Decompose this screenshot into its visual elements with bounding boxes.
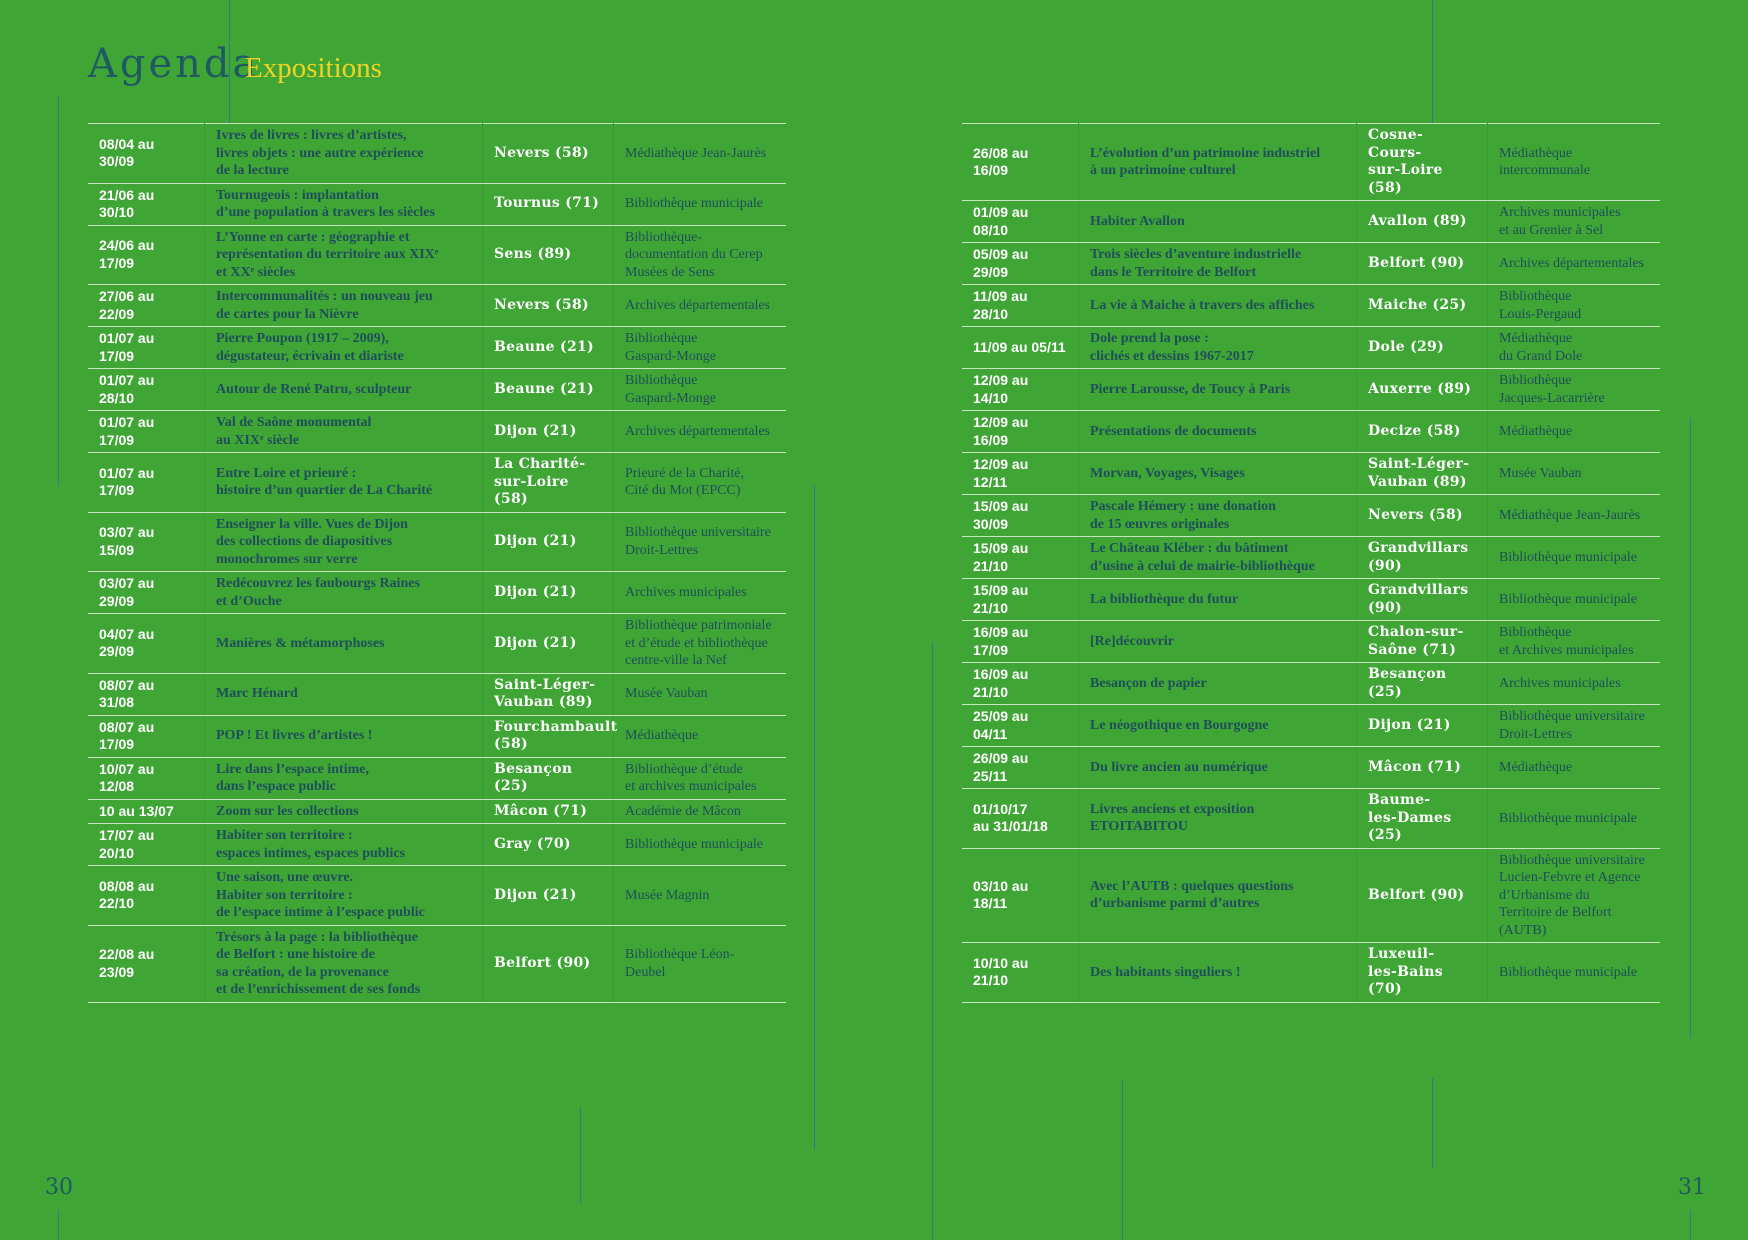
exhibition-city: Saint-Léger- Vauban (89) — [483, 673, 614, 715]
exhibition-title: Val de Saône monumental au XIXᵉ siècle — [205, 411, 483, 453]
exhibition-city: Nevers (58) — [483, 285, 614, 327]
exhibition-dates: 10/10 au 21/10 — [962, 943, 1079, 1003]
exhibition-dates: 15/09 au 21/10 — [962, 579, 1079, 621]
exhibition-venue: Médiathèque intercommunale — [1488, 124, 1661, 201]
exhibition-city: Gray (70) — [483, 824, 614, 866]
exhibition-city: Beaune (21) — [483, 369, 614, 411]
exhibition-dates: 03/07 au 29/09 — [88, 572, 205, 614]
exhibition-title: Entre Loire et prieuré : histoire d’un quartier de La Charité — [205, 453, 483, 513]
exhibition-city: Dijon (21) — [483, 866, 614, 926]
exhibition-title: Dole prend la pose : clichés et dessins 1967-2017 — [1079, 327, 1357, 369]
exhibition-dates: 08/07 au 17/09 — [88, 715, 205, 757]
exhibition-venue: Médiathèque — [614, 715, 787, 757]
exhibition-city: Tournus (71) — [483, 183, 614, 225]
decorative-line — [1690, 418, 1691, 1038]
exhibition-title: L’évolution d’un patrimoine industriel à un patrimoine culturel — [1079, 124, 1357, 201]
exhibition-venue: Archives municipales et au Grenier à Sel — [1488, 201, 1661, 243]
exhibition-city: Beaune (21) — [483, 327, 614, 369]
exhibition-city: Baume- les-Dames (25) — [1357, 789, 1488, 849]
exhibition-city: Dijon (21) — [483, 512, 614, 572]
exhibition-venue: Médiathèque — [1488, 747, 1661, 789]
table-row — [962, 621, 1660, 663]
decorative-line — [58, 1210, 59, 1240]
exhibition-title: Besançon de papier — [1079, 663, 1357, 705]
table-row — [88, 824, 786, 866]
exhibition-dates: 22/08 au 23/09 — [88, 925, 205, 1002]
exhibition-title: Morvan, Voyages, Visages — [1079, 453, 1357, 495]
exhibition-title: Présentations de documents — [1079, 411, 1357, 453]
exhibition-dates: 12/09 au 14/10 — [962, 369, 1079, 411]
exhibition-title: Pascale Hémery : une donation de 15 œuvres originales — [1079, 495, 1357, 537]
exhibition-city: Luxeuil- les-Bains (70) — [1357, 943, 1488, 1003]
exhibition-dates: 01/07 au 28/10 — [88, 369, 205, 411]
exhibition-venue: Bibliothèque Léon-Deubel — [614, 925, 787, 1002]
exhibition-title: Ivres de livres : livres d’artistes, livres objets : une autre expérience de la lecture — [205, 124, 483, 184]
exhibition-dates: 16/09 au 17/09 — [962, 621, 1079, 663]
decorative-line — [1432, 0, 1433, 123]
table-row — [88, 925, 786, 1002]
decorative-line — [58, 96, 59, 486]
exhibition-title: Intercommunalités : un nouveau jeu de cartes pour la Nièvre — [205, 285, 483, 327]
exhibition-venue: Archives départementales — [1488, 243, 1661, 285]
exhibition-title: Pierre Poupon (1917 – 2009), dégustateur, écrivain et diariste — [205, 327, 483, 369]
exhibition-dates: 05/09 au 29/09 — [962, 243, 1079, 285]
exhibition-dates: 04/07 au 29/09 — [88, 614, 205, 674]
exhibition-city: Sens (89) — [483, 225, 614, 285]
exhibition-venue: Archives départementales — [614, 285, 787, 327]
exhibition-venue: Bibliothèque municipale — [1488, 537, 1661, 579]
exhibition-dates: 03/10 au 18/11 — [962, 848, 1079, 943]
exhibition-city: Saint-Léger- Vauban (89) — [1357, 453, 1488, 495]
exhibition-title: Des habitants singuliers ! — [1079, 943, 1357, 1003]
table-row — [962, 124, 1660, 201]
exhibition-city: Cosne-Cours- sur-Loire (58) — [1357, 124, 1488, 201]
exhibition-title: Le Château Kléber : du bâtiment d’usine à celui de mairie-bibliothèque — [1079, 537, 1357, 579]
exhibition-city: Fourchambault (58) — [483, 715, 614, 757]
exhibition-city: Mâcon (71) — [483, 799, 614, 824]
table-row — [962, 747, 1660, 789]
exhibition-venue: Bibliothèque Jacques-Lacarrière — [1488, 369, 1661, 411]
exhibition-dates: 01/09 au 08/10 — [962, 201, 1079, 243]
exhibition-dates: 12/09 au 12/11 — [962, 453, 1079, 495]
exhibition-title: Le néogothique en Bourgogne — [1079, 705, 1357, 747]
decorative-line — [814, 486, 815, 1150]
exhibition-title: Livres anciens et exposition ETOITABITOU — [1079, 789, 1357, 849]
exhibition-venue: Archives municipales — [614, 572, 787, 614]
table-row — [962, 201, 1660, 243]
exhibition-title: La bibliothèque du futur — [1079, 579, 1357, 621]
exhibition-city: Nevers (58) — [1357, 495, 1488, 537]
table-row — [962, 243, 1660, 285]
agenda-table-right — [962, 123, 1660, 1003]
table-row — [962, 943, 1660, 1003]
exhibition-dates: 16/09 au 21/10 — [962, 663, 1079, 705]
exhibition-venue: Bibliothèque et Archives municipales — [1488, 621, 1661, 663]
exhibition-dates: 08/07 au 31/08 — [88, 673, 205, 715]
table-row — [88, 715, 786, 757]
table-row — [88, 327, 786, 369]
exhibition-title: Habiter son territoire : espaces intimes, espaces publics — [205, 824, 483, 866]
table-row — [962, 705, 1660, 747]
exhibition-city: Grandvillars (90) — [1357, 537, 1488, 579]
exhibition-venue: Musée Magnin — [614, 866, 787, 926]
exhibition-city: Dijon (21) — [483, 572, 614, 614]
exhibition-city: Decize (58) — [1357, 411, 1488, 453]
exhibition-city: Chalon-sur- Saône (71) — [1357, 621, 1488, 663]
exhibition-dates: 08/04 au 30/09 — [88, 124, 205, 184]
exhibition-title: Habiter Avallon — [1079, 201, 1357, 243]
exhibition-venue: Bibliothèque municipale — [1488, 789, 1661, 849]
exhibition-title: Pierre Larousse, de Toucy à Paris — [1079, 369, 1357, 411]
exhibition-dates: 11/09 au 28/10 — [962, 285, 1079, 327]
table-row — [962, 285, 1660, 327]
exhibition-title: La vie à Maiche à travers des affiches — [1079, 285, 1357, 327]
exhibition-city: Nevers (58) — [483, 124, 614, 184]
exhibition-title: Marc Hénard — [205, 673, 483, 715]
exhibition-city: Auxerre (89) — [1357, 369, 1488, 411]
page-number-right: 31 — [1678, 1175, 1706, 1200]
exhibition-dates: 26/09 au 25/11 — [962, 747, 1079, 789]
exhibition-city: Besançon (25) — [1357, 663, 1488, 705]
exhibition-dates: 27/06 au 22/09 — [88, 285, 205, 327]
exhibition-venue: Bibliothèque universitaire Droit-Lettres — [1488, 705, 1661, 747]
exhibition-dates: 10 au 13/07 — [88, 799, 205, 824]
table-row — [88, 512, 786, 572]
exhibition-city: Grandvillars (90) — [1357, 579, 1488, 621]
exhibition-title: Manières & métamorphoses — [205, 614, 483, 674]
exhibition-dates: 08/08 au 22/10 — [88, 866, 205, 926]
exhibition-venue: Médiathèque Jean-Jaurès — [614, 124, 787, 184]
exhibition-venue: Musée Vauban — [614, 673, 787, 715]
exhibition-venue: Médiathèque du Grand Dole — [1488, 327, 1661, 369]
exhibition-dates: 03/07 au 15/09 — [88, 512, 205, 572]
exhibition-venue: Bibliothèque Gaspard-Monge — [614, 369, 787, 411]
exhibition-title: Enseigner la ville. Vues de Dijon des collections de diapositives monochromes sur verre — [205, 512, 483, 572]
page-title: Agenda — [88, 41, 260, 87]
exhibition-title: POP ! Et livres d’artistes ! — [205, 715, 483, 757]
exhibition-dates: 15/09 au 30/09 — [962, 495, 1079, 537]
exhibition-venue: Médiathèque — [1488, 411, 1661, 453]
exhibition-venue: Bibliothèque Louis-Pergaud — [1488, 285, 1661, 327]
table-row — [962, 579, 1660, 621]
table-row — [88, 369, 786, 411]
exhibition-venue: Bibliothèque municipale — [614, 824, 787, 866]
exhibition-title: Une saison, une œuvre. Habiter son territoire : de l’espace intime à l’espace public — [205, 866, 483, 926]
agenda-table-left — [88, 123, 786, 1003]
exhibition-venue: Bibliothèque universitaire Lucien-Febvre et Agence d’Urbanisme du Territoire de Belfort (AUTB) — [1488, 848, 1661, 943]
exhibition-venue: Médiathèque Jean-Jaurès — [1488, 495, 1661, 537]
section-title: Expositions — [245, 52, 382, 84]
exhibition-city: Dijon (21) — [483, 411, 614, 453]
table-row — [88, 124, 786, 184]
table-row — [88, 411, 786, 453]
exhibition-venue: Bibliothèque municipale — [614, 183, 787, 225]
exhibition-title: Avec l’AUTB : quelques questions d’urbanisme parmi d’autres — [1079, 848, 1357, 943]
exhibition-city: Maiche (25) — [1357, 285, 1488, 327]
table-row — [962, 327, 1660, 369]
exhibition-title: Trésors à la page : la bibliothèque de Belfort : une histoire de sa création, de la provenance et de l’enrichissement de ses fonds — [205, 925, 483, 1002]
exhibition-title: Trois siècles d’aventure industrielle dans le Territoire de Belfort — [1079, 243, 1357, 285]
exhibition-dates: 17/07 au 20/10 — [88, 824, 205, 866]
exhibition-venue: Archives départementales — [614, 411, 787, 453]
exhibition-city: La Charité- sur-Loire (58) — [483, 453, 614, 513]
exhibition-dates: 21/06 au 30/10 — [88, 183, 205, 225]
exhibition-dates: 01/10/17 au 31/01/18 — [962, 789, 1079, 849]
exhibition-dates: 24/06 au 17/09 — [88, 225, 205, 285]
exhibition-dates: 26/08 au 16/09 — [962, 124, 1079, 201]
exhibition-dates: 25/09 au 04/11 — [962, 705, 1079, 747]
exhibition-city: Belfort (90) — [1357, 243, 1488, 285]
exhibition-title: Du livre ancien au numérique — [1079, 747, 1357, 789]
decorative-line — [580, 1107, 581, 1204]
table-row — [962, 663, 1660, 705]
exhibition-venue: Bibliothèque- documentation du Cerep Musées de Sens — [614, 225, 787, 285]
exhibition-dates: 12/09 au 16/09 — [962, 411, 1079, 453]
exhibition-title: [Re]découvrir — [1079, 621, 1357, 663]
table-row — [962, 453, 1660, 495]
table-row — [88, 183, 786, 225]
exhibition-dates: 01/07 au 17/09 — [88, 411, 205, 453]
exhibition-dates: 15/09 au 21/10 — [962, 537, 1079, 579]
table-row — [962, 411, 1660, 453]
exhibition-dates: 10/07 au 12/08 — [88, 757, 205, 799]
table-row — [962, 495, 1660, 537]
decorative-line — [1432, 1078, 1433, 1168]
decorative-line — [1122, 1080, 1123, 1240]
exhibition-city: Dijon (21) — [1357, 705, 1488, 747]
exhibition-city: Avallon (89) — [1357, 201, 1488, 243]
decorative-line — [932, 642, 933, 1240]
table-row — [962, 789, 1660, 849]
table-row — [88, 799, 786, 824]
exhibition-title: Lire dans l’espace intime, dans l’espace public — [205, 757, 483, 799]
page-number-left: 30 — [45, 1175, 73, 1200]
exhibition-title: L’Yonne en carte : géographie et représentation du territoire aux XIXᵉ et XXᵉ siècles — [205, 225, 483, 285]
exhibition-title: Zoom sur les collections — [205, 799, 483, 824]
table-row — [88, 453, 786, 513]
table-row — [88, 757, 786, 799]
exhibition-city: Dijon (21) — [483, 614, 614, 674]
exhibition-dates: 01/07 au 17/09 — [88, 327, 205, 369]
exhibition-venue: Bibliothèque universitaire Droit-Lettres — [614, 512, 787, 572]
exhibition-venue: Bibliothèque d’étude et archives municipales — [614, 757, 787, 799]
exhibition-title: Redécouvrez les faubourgs Raines et d’Ouche — [205, 572, 483, 614]
exhibition-venue: Bibliothèque municipale — [1488, 579, 1661, 621]
exhibition-venue: Bibliothèque Gaspard-Monge — [614, 327, 787, 369]
table-row — [88, 572, 786, 614]
exhibition-venue: Archives municipales — [1488, 663, 1661, 705]
exhibition-dates: 11/09 au 05/11 — [962, 327, 1079, 369]
exhibition-city: Mâcon (71) — [1357, 747, 1488, 789]
table-row — [962, 537, 1660, 579]
exhibition-venue: Musée Vauban — [1488, 453, 1661, 495]
exhibition-venue: Prieuré de la Charité, Cité du Mot (EPCC) — [614, 453, 787, 513]
table-row — [88, 285, 786, 327]
exhibition-city: Belfort (90) — [483, 925, 614, 1002]
table-row — [962, 369, 1660, 411]
exhibition-venue: Académie de Mâcon — [614, 799, 787, 824]
table-row — [88, 225, 786, 285]
exhibition-city: Belfort (90) — [1357, 848, 1488, 943]
table-row — [962, 848, 1660, 943]
exhibition-venue: Bibliothèque municipale — [1488, 943, 1661, 1003]
exhibition-dates: 01/07 au 17/09 — [88, 453, 205, 513]
exhibition-venue: Bibliothèque patrimoniale et d’étude et bibliothèque centre-ville la Nef — [614, 614, 787, 674]
exhibition-title: Tournugeois : implantation d’une population à travers les siècles — [205, 183, 483, 225]
exhibition-city: Dole (29) — [1357, 327, 1488, 369]
table-row — [88, 673, 786, 715]
table-row — [88, 614, 786, 674]
table-row — [88, 866, 786, 926]
exhibition-city: Besançon (25) — [483, 757, 614, 799]
decorative-line — [1690, 1210, 1691, 1240]
exhibition-title: Autour de René Patru, sculpteur — [205, 369, 483, 411]
